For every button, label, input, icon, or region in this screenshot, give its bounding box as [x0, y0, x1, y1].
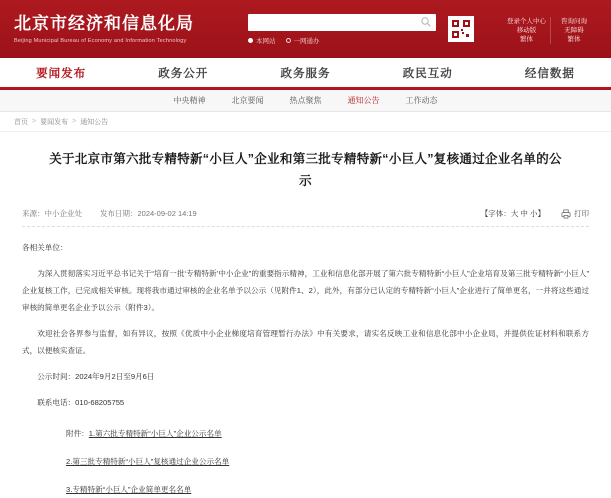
attachment-link-2[interactable]: 2.第三批专精特新“小巨人”复核通过企业公示名单 [66, 457, 230, 466]
nav-item-news[interactable]: 要闻发布 [36, 67, 87, 80]
header-link-mobile[interactable]: 移动版 [516, 26, 537, 34]
article-date-value: 2024-09-02 14:19 [137, 209, 197, 218]
header-link-group-1[interactable] [503, 17, 550, 44]
search-scope-site-label: 本网站 [256, 37, 276, 45]
subnav-item-beijing-news[interactable]: 北京要闻 [231, 96, 264, 105]
breadcrumb-separator-2: > [72, 118, 77, 125]
article-source-label: 来源： [22, 209, 45, 218]
search-scope-site[interactable] [248, 36, 276, 45]
subnav-item-central-spirit[interactable]: 中央精神 [173, 96, 206, 105]
attachment-link-3[interactable]: 3.专精特新“小巨人”企业简单更名名单 [66, 485, 192, 494]
attachment-row-2 [22, 453, 589, 470]
fontsize-label: 【字体： [480, 209, 511, 218]
header-link-traditional-2[interactable]: 繁体 [567, 35, 581, 43]
article-paragraph-4: 联系电话：010-68205755 [37, 398, 125, 407]
header-links [503, 15, 597, 44]
fontsize-large[interactable]: 大 [510, 209, 519, 218]
brand-title-cn: 北京市经济和信息化局 [14, 14, 194, 33]
qr-code-icon[interactable] [448, 16, 474, 42]
article-paragraph-3: 公示时间：2024年9月2日至9月6日 [37, 372, 155, 381]
search-scope-service[interactable] [286, 36, 320, 45]
search-area [248, 14, 436, 45]
subnav-item-hot-topics[interactable]: 热点聚焦 [289, 96, 322, 105]
breadcrumb-separator-1: > [32, 118, 37, 125]
attachment-list [22, 425, 589, 498]
search-scope-service-label: 一网通办 [293, 37, 320, 45]
attachment-row-1 [22, 425, 589, 442]
article-meta-right [481, 208, 589, 219]
article-paragraph-2: 欢迎社会各界参与监督，如有异议，按照《优质中小企业梯度培育管理暂行办法》中有关要求，请实名反映工业和信息化部中小企业局，并提供佐证材料和联系方式，以便核实查证。 [22, 329, 589, 355]
subnav-item-work-updates[interactable]: 工作动态 [405, 96, 438, 105]
header-link-login[interactable]: 登录个人中心 [507, 17, 546, 25]
search-input[interactable] [252, 15, 420, 30]
breadcrumb-item-announcements[interactable]: 通知公告 [80, 118, 109, 126]
search-icon[interactable] [420, 16, 432, 28]
main-nav [0, 58, 611, 90]
article-meta [22, 208, 589, 227]
fontsize-label-end: 】 [537, 209, 545, 218]
breadcrumb [0, 112, 611, 132]
fontsize-small[interactable]: 小 [530, 209, 538, 218]
fontsize-medium[interactable]: 中 [520, 209, 528, 218]
header-link-group-2[interactable] [550, 17, 597, 44]
print-button[interactable] [561, 208, 589, 219]
nav-item-government-disclosure[interactable]: 政务公开 [158, 67, 209, 80]
article-date [100, 208, 197, 219]
site-brand[interactable] [14, 14, 234, 44]
header-link-consult[interactable]: 咨询问询 [561, 17, 587, 25]
radio-selected-icon [248, 38, 253, 43]
search-box[interactable] [248, 14, 436, 31]
attachment-row-3 [22, 481, 589, 498]
fontsize-control [481, 208, 545, 219]
radio-unselected-icon [286, 38, 291, 43]
nav-item-public-interaction[interactable]: 政民互动 [402, 67, 453, 80]
brand-title-en: Beijing Municipal Bureau of Economy and Information Technology [14, 38, 187, 44]
search-scope-options [248, 36, 436, 45]
nav-item-data[interactable]: 经信数据 [524, 67, 575, 80]
breadcrumb-item-home[interactable]: 首页 [14, 118, 28, 126]
page-title: 关于北京市第六批专精特新“小巨人”企业和第三批专精特新“小巨人”复核通过企业名单的公示 [49, 152, 562, 188]
article-source-value: 中小企业处 [44, 209, 82, 218]
sub-nav [0, 90, 611, 112]
site-header [0, 0, 611, 58]
header-link-traditional-1[interactable]: 繁体 [520, 35, 533, 43]
nav-item-government-services[interactable]: 政务服务 [280, 67, 331, 80]
article-paragraph-0: 各相关单位： [22, 243, 68, 252]
subnav-item-announcements[interactable]: 通知公告 [347, 96, 380, 105]
article-container [0, 148, 611, 498]
article-date-label: 发布日期： [100, 209, 138, 218]
attachment-link-1[interactable]: 1.第六批专精特新“小巨人”企业公示名单 [88, 429, 222, 438]
attachment-prefix: 附件： [66, 429, 89, 438]
header-link-accessibility[interactable]: 无障碍 [564, 26, 584, 34]
breadcrumb-item-news[interactable]: 要闻发布 [40, 118, 69, 126]
article-paragraph-1: 为深入贯彻落实习近平总书记关于“培育一批‘专精特新’中小企业”的重要指示精神，工业和信息化部开展了第六批专精特新“小巨人”企业培育及第三批专精特新“小巨人”企业复核工作，已完成相关审核。现将我市通过审核的企业名单予以公示（见附件1、2），此外，有部分已认定的专精特新“小巨人”企业进行了简单更名，一并将这些通过审核的简单更名企业予以公示（附件3）。 [22, 269, 589, 312]
article-source [22, 208, 82, 219]
printer-icon [561, 209, 571, 219]
print-label[interactable]: 打印 [574, 209, 589, 218]
article-body [22, 239, 589, 498]
